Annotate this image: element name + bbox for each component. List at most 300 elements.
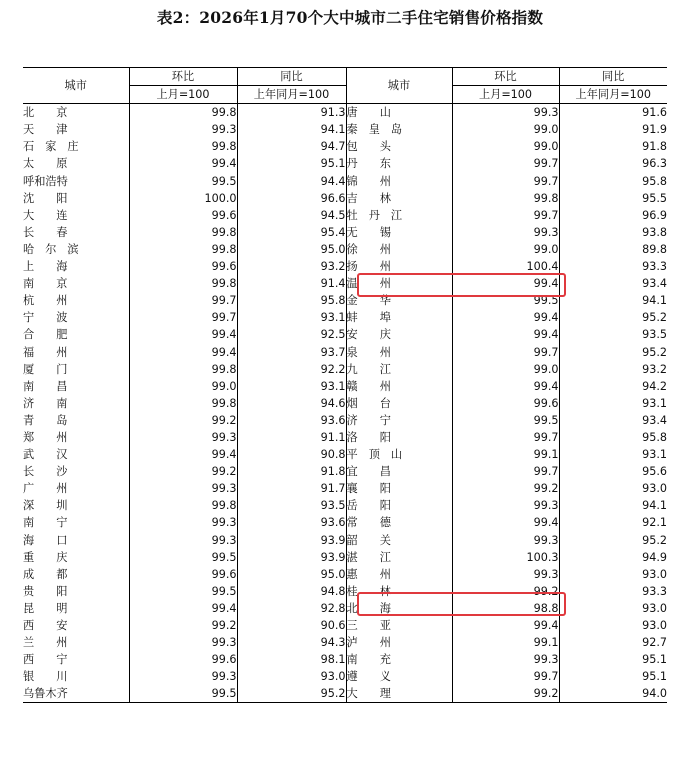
- mom-value: 99.0: [452, 241, 559, 258]
- yoy-value: 90.6: [237, 617, 346, 634]
- city-name: [23, 395, 129, 412]
- city-name-text: 西宁: [23, 653, 90, 667]
- city-name-text: 泸州: [346, 636, 413, 650]
- city-name-text: 常德: [346, 516, 413, 530]
- city-name: [23, 412, 129, 429]
- city-name-text: 安庆: [346, 328, 413, 342]
- city-name: [23, 446, 129, 463]
- mom-value: 99.4: [452, 326, 559, 343]
- yoy-value: 94.2: [559, 378, 667, 395]
- yoy-value: 93.2: [237, 258, 346, 275]
- mom-value: 99.8: [129, 241, 237, 258]
- yoy-value: 93.4: [559, 412, 667, 429]
- city-name: [346, 429, 452, 446]
- yoy-value: 95.8: [559, 173, 667, 190]
- header-city-right: 城市: [346, 68, 452, 104]
- table-row: [23, 685, 667, 703]
- header-mom-base-right: 上月=100: [452, 86, 559, 104]
- header-yoy-right: 同比: [559, 68, 667, 86]
- yoy-value: 95.1: [559, 668, 667, 685]
- yoy-value: 94.1: [559, 292, 667, 309]
- table-row: [23, 155, 667, 172]
- city-name-text: 西安: [23, 619, 90, 632]
- city-name: [346, 480, 452, 497]
- city-name-text: 兰州: [23, 636, 90, 650]
- city-name-text: 哈尔滨: [23, 242, 90, 256]
- city-name: [346, 190, 452, 207]
- city-name-text: 徐州: [346, 242, 413, 256]
- mom-value: 99.8: [129, 497, 237, 514]
- city-name: [346, 138, 452, 155]
- mom-value: 99.3: [129, 634, 237, 651]
- yoy-value: 96.6: [237, 190, 346, 207]
- yoy-value: 94.0: [559, 685, 667, 703]
- city-name: [23, 429, 129, 446]
- city-name-text: 九江: [346, 362, 413, 376]
- city-name-text: 海口: [23, 533, 90, 547]
- city-name: [23, 207, 129, 224]
- city-name-text: 天津: [23, 123, 90, 137]
- city-name-text: 郑州: [23, 430, 90, 444]
- table-row: [23, 549, 667, 566]
- mom-value: 100.3: [452, 549, 559, 566]
- table-row: [23, 326, 667, 343]
- mom-value: 99.1: [452, 446, 559, 463]
- table-body: [23, 104, 667, 703]
- highlight-box-zhanjiang: [357, 592, 566, 616]
- city-name: [346, 566, 452, 583]
- city-name-text: 长春: [23, 225, 90, 239]
- table-row: [23, 275, 667, 292]
- city-name-text: 烟台: [346, 396, 413, 410]
- table-row: [23, 207, 667, 224]
- city-name: [23, 275, 129, 292]
- mom-value: 99.7: [129, 309, 237, 326]
- mom-value: 99.6: [452, 395, 559, 412]
- yoy-value: 91.6: [559, 104, 667, 122]
- yoy-value: 96.9: [559, 207, 667, 224]
- mom-value: 99.4: [452, 617, 559, 634]
- mom-value: 99.5: [129, 685, 237, 703]
- city-name: [346, 668, 452, 685]
- city-name-text: 宜昌: [346, 465, 413, 479]
- city-name: [346, 173, 452, 190]
- mom-value: 98.8: [452, 600, 559, 617]
- yoy-value: 95.2: [559, 532, 667, 549]
- city-name-text: 平顶山: [346, 448, 414, 462]
- mom-value: 99.2: [129, 617, 237, 634]
- mom-value: 99.3: [452, 497, 559, 514]
- city-name: [346, 309, 452, 326]
- mom-value: 99.3: [452, 651, 559, 668]
- city-name: [23, 224, 129, 241]
- city-name: [346, 104, 452, 122]
- yoy-value: 91.7: [237, 480, 346, 497]
- mom-value: 99.8: [129, 275, 237, 292]
- city-name-text: 济南: [23, 396, 90, 410]
- table-row: [23, 532, 667, 549]
- city-name-text: 南充: [346, 653, 413, 667]
- table-row: [23, 104, 667, 122]
- city-name-text: 温州: [346, 277, 413, 291]
- yoy-value: 94.9: [559, 549, 667, 566]
- mom-value: 99.4: [452, 309, 559, 326]
- table-row: [23, 241, 667, 258]
- table-row: [23, 446, 667, 463]
- yoy-value: 93.8: [559, 224, 667, 241]
- yoy-value: 96.3: [559, 155, 667, 172]
- yoy-value: 95.4: [237, 224, 346, 241]
- yoy-value: 95.6: [559, 463, 667, 480]
- yoy-value: 93.6: [237, 514, 346, 531]
- city-name-text: 广州: [23, 482, 90, 496]
- city-name-text: 上海: [23, 260, 90, 274]
- city-name: [23, 480, 129, 497]
- yoy-value: 95.0: [237, 566, 346, 583]
- city-name-text: 乌鲁木齐: [23, 687, 68, 701]
- yoy-value: 94.1: [559, 497, 667, 514]
- yoy-value: 91.8: [559, 138, 667, 155]
- city-name: [23, 634, 129, 651]
- city-name-text: 洛阳: [346, 430, 413, 444]
- yoy-value: 95.2: [237, 685, 346, 703]
- mom-value: 99.7: [452, 344, 559, 361]
- yoy-value: 93.9: [237, 549, 346, 566]
- yoy-value: 91.1: [237, 429, 346, 446]
- mom-value: 99.3: [452, 104, 559, 122]
- header-mom-right: 环比: [452, 68, 559, 86]
- mom-value: 99.3: [129, 514, 237, 531]
- mom-value: 99.7: [452, 429, 559, 446]
- table-row: [23, 480, 667, 497]
- table-row: [23, 617, 667, 634]
- city-name-text: 包头: [346, 140, 413, 154]
- city-name-text: 岳阳: [346, 499, 413, 513]
- table-row: [23, 566, 667, 583]
- header-yoy-left: 同比: [237, 68, 346, 86]
- city-name: [23, 173, 129, 190]
- city-name-text: 牡丹江: [346, 208, 414, 222]
- yoy-value: 93.9: [237, 532, 346, 549]
- yoy-value: 89.8: [559, 241, 667, 258]
- city-name-text: 南宁: [23, 516, 90, 530]
- city-name: [23, 155, 129, 172]
- mom-value: 99.3: [452, 566, 559, 583]
- mom-value: 99.0: [129, 378, 237, 395]
- city-name-text: 泉州: [346, 345, 413, 359]
- city-name-text: 赣州: [346, 379, 413, 393]
- mom-value: 99.5: [452, 292, 559, 309]
- mom-value: 99.8: [129, 104, 237, 122]
- mom-value: 99.3: [129, 429, 237, 446]
- yoy-value: 92.5: [237, 326, 346, 343]
- city-name: [346, 121, 452, 138]
- yoy-value: 95.5: [559, 190, 667, 207]
- city-name-text: 韶关: [346, 533, 413, 547]
- city-name-text: 吉林: [346, 191, 413, 205]
- table-row: [23, 344, 667, 361]
- city-name-text: 大连: [23, 208, 90, 222]
- yoy-value: 91.8: [237, 463, 346, 480]
- mom-value: 99.4: [452, 378, 559, 395]
- yoy-value: 93.0: [237, 668, 346, 685]
- yoy-value: 93.0: [559, 600, 667, 617]
- table-row: [23, 497, 667, 514]
- mom-value: 99.4: [129, 326, 237, 343]
- city-name: [23, 241, 129, 258]
- city-name: [23, 651, 129, 668]
- mom-value: 99.4: [452, 275, 559, 292]
- city-name-text: 呼和浩特: [23, 174, 68, 188]
- table-row: [23, 292, 667, 309]
- city-name-text: 南京: [23, 277, 90, 291]
- mom-value: 99.7: [129, 292, 237, 309]
- city-name: [23, 463, 129, 480]
- yoy-value: 98.1: [237, 651, 346, 668]
- city-name: [346, 634, 452, 651]
- header-yoy-base-left: 上年同月=100: [237, 86, 346, 104]
- city-name: [346, 378, 452, 395]
- yoy-value: 93.3: [559, 583, 667, 600]
- yoy-value: 93.3: [559, 258, 667, 275]
- city-name: [346, 224, 452, 241]
- mom-value: 99.8: [129, 395, 237, 412]
- mom-value: 99.4: [129, 446, 237, 463]
- city-name: [346, 207, 452, 224]
- city-name-text: 扬州: [346, 260, 413, 274]
- table-row: [23, 309, 667, 326]
- mom-value: 99.7: [452, 463, 559, 480]
- mom-value: 99.2: [452, 685, 559, 703]
- mom-value: 99.4: [452, 514, 559, 531]
- yoy-value: 94.5: [237, 207, 346, 224]
- mom-value: 99.2: [129, 412, 237, 429]
- yoy-value: 94.3: [237, 634, 346, 651]
- yoy-value: 92.8: [237, 600, 346, 617]
- mom-value: 99.8: [129, 361, 237, 378]
- table-row: [23, 463, 667, 480]
- yoy-value: 95.8: [559, 429, 667, 446]
- city-name: [346, 549, 452, 566]
- city-name: [23, 378, 129, 395]
- city-name-text: 石家庄: [23, 140, 90, 154]
- city-name-text: 重庆: [23, 550, 90, 564]
- city-name-text: 丹东: [346, 157, 413, 171]
- city-name-text: 大理: [346, 687, 413, 701]
- mom-value: 99.5: [129, 583, 237, 600]
- city-name: [23, 532, 129, 549]
- mom-value: 99.2: [129, 463, 237, 480]
- city-name: [346, 155, 452, 172]
- table-row: [23, 395, 667, 412]
- city-name: [23, 685, 129, 703]
- city-name-text: 青岛: [23, 413, 90, 427]
- city-name: [23, 258, 129, 275]
- city-name-text: 成都: [23, 567, 90, 581]
- city-name: [23, 344, 129, 361]
- city-name-text: 襄阳: [346, 482, 413, 496]
- mom-value: 99.4: [129, 155, 237, 172]
- table-row: [23, 173, 667, 190]
- mom-value: 99.5: [129, 173, 237, 190]
- mom-value: 99.6: [129, 651, 237, 668]
- city-name-text: 深圳: [23, 499, 90, 513]
- yoy-value: 93.0: [559, 617, 667, 634]
- city-name: [23, 514, 129, 531]
- city-name-text: 桂林: [346, 584, 413, 598]
- city-name-text: 武汉: [23, 448, 90, 462]
- city-name: [23, 361, 129, 378]
- city-name-text: 厦门: [23, 362, 90, 376]
- city-name: [23, 617, 129, 634]
- table-title: 表2：2026年1月70个大中城市二手住宅销售价格指数: [156, 8, 544, 27]
- table-row: [23, 361, 667, 378]
- yoy-value: 93.1: [559, 395, 667, 412]
- table-row: [23, 668, 667, 685]
- yoy-value: 91.9: [559, 121, 667, 138]
- mom-value: 99.7: [452, 173, 559, 190]
- yoy-value: 95.2: [559, 344, 667, 361]
- city-name: [23, 190, 129, 207]
- yoy-value: 93.5: [237, 497, 346, 514]
- table-row: [23, 429, 667, 446]
- city-name: [23, 668, 129, 685]
- city-name-text: 金华: [346, 294, 413, 308]
- city-name-text: 杭州: [23, 294, 90, 308]
- city-name: [346, 685, 452, 703]
- city-name: [346, 344, 452, 361]
- city-name: [346, 412, 452, 429]
- yoy-value: 93.0: [559, 480, 667, 497]
- yoy-value: 95.1: [237, 155, 346, 172]
- table-row: [23, 583, 667, 600]
- mom-value: 99.8: [129, 138, 237, 155]
- yoy-value: 91.3: [237, 104, 346, 122]
- city-name: [346, 326, 452, 343]
- city-name: [23, 326, 129, 343]
- mom-value: 99.4: [129, 600, 237, 617]
- city-name: [346, 463, 452, 480]
- mom-value: 99.3: [452, 224, 559, 241]
- yoy-value: 94.1: [237, 121, 346, 138]
- city-name-text: 贵阳: [23, 584, 90, 598]
- mom-value: 99.3: [129, 121, 237, 138]
- yoy-value: 94.4: [237, 173, 346, 190]
- mom-value: 99.5: [452, 412, 559, 429]
- city-name: [346, 497, 452, 514]
- mom-value: 99.3: [129, 668, 237, 685]
- table-row: [23, 634, 667, 651]
- mom-value: 99.6: [129, 258, 237, 275]
- city-name: [23, 497, 129, 514]
- yoy-value: 92.7: [559, 634, 667, 651]
- table-row: [23, 258, 667, 275]
- mom-value: 99.4: [129, 344, 237, 361]
- mom-value: 99.1: [452, 634, 559, 651]
- city-name-text: 遵义: [346, 670, 413, 684]
- header-mom-base-left: 上月=100: [129, 86, 237, 104]
- table-row: [23, 378, 667, 395]
- city-name-text: 合肥: [23, 328, 90, 342]
- mom-value: 99.5: [129, 549, 237, 566]
- mom-value: 99.3: [129, 480, 237, 497]
- table-row: [23, 121, 667, 138]
- mom-value: 99.2: [452, 583, 559, 600]
- header-city-left: 城市: [23, 68, 129, 104]
- yoy-value: 93.1: [237, 378, 346, 395]
- table-row: [23, 600, 667, 617]
- yoy-value: 93.1: [237, 309, 346, 326]
- table-row: [23, 514, 667, 531]
- city-name-text: 北京: [23, 106, 90, 120]
- yoy-value: 94.8: [237, 583, 346, 600]
- city-name-text: 蚌埠: [346, 311, 413, 325]
- mom-value: 99.8: [452, 190, 559, 207]
- mom-value: 99.3: [129, 532, 237, 549]
- mom-value: 99.0: [452, 361, 559, 378]
- city-name: [346, 514, 452, 531]
- mom-value: 99.6: [129, 566, 237, 583]
- city-name: [23, 292, 129, 309]
- yoy-value: 93.7: [237, 344, 346, 361]
- yoy-value: 92.2: [237, 361, 346, 378]
- city-name: [23, 566, 129, 583]
- city-name-text: 三亚: [346, 619, 413, 632]
- city-name: [346, 395, 452, 412]
- header-mom-left: 环比: [129, 68, 237, 86]
- city-name-text: 唐山: [346, 106, 413, 120]
- city-name-text: 湛江: [346, 550, 413, 564]
- yoy-value: 95.8: [237, 292, 346, 309]
- city-name-text: 秦皇岛: [346, 123, 414, 137]
- yoy-value: 95.1: [559, 651, 667, 668]
- city-name: [346, 617, 452, 634]
- city-name: [23, 549, 129, 566]
- city-name: [23, 138, 129, 155]
- city-name-text: 福州: [23, 345, 90, 359]
- mom-value: 99.2: [452, 480, 559, 497]
- city-name: [346, 651, 452, 668]
- yoy-value: 94.7: [237, 138, 346, 155]
- city-name: [23, 121, 129, 138]
- yoy-value: 93.2: [559, 361, 667, 378]
- city-name-text: 太原: [23, 157, 90, 171]
- city-name: [346, 361, 452, 378]
- mom-value: 99.7: [452, 207, 559, 224]
- city-name-text: 济宁: [346, 413, 413, 427]
- city-name-text: 南昌: [23, 379, 90, 393]
- mom-value: 99.3: [452, 532, 559, 549]
- mom-value: 100.0: [129, 190, 237, 207]
- yoy-value: 95.2: [559, 309, 667, 326]
- yoy-value: 94.6: [237, 395, 346, 412]
- mom-value: 100.4: [452, 258, 559, 275]
- city-name-text: 银川: [23, 670, 90, 684]
- city-name: [346, 532, 452, 549]
- city-name-text: 惠州: [346, 567, 413, 581]
- city-name: [23, 600, 129, 617]
- yoy-value: 95.0: [237, 241, 346, 258]
- yoy-value: 93.5: [559, 326, 667, 343]
- city-name-text: 无锡: [346, 225, 413, 239]
- table-row: [23, 651, 667, 668]
- city-name: [346, 446, 452, 463]
- city-name-text: 长沙: [23, 465, 90, 479]
- city-name-text: 昆明: [23, 601, 90, 615]
- yoy-value: 93.4: [559, 275, 667, 292]
- city-name: [23, 309, 129, 326]
- city-name-text: 沈阳: [23, 191, 90, 205]
